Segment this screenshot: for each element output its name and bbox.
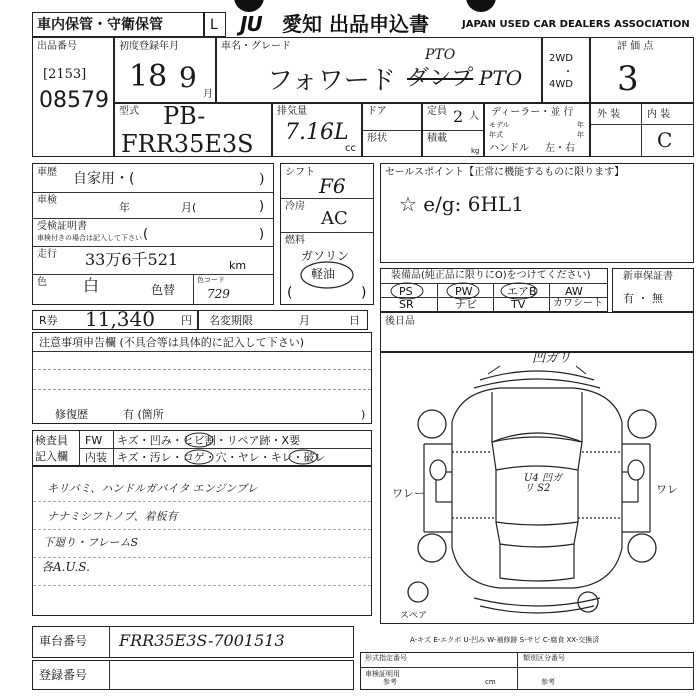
color-change-label: 色替 bbox=[151, 283, 176, 297]
r-ticket-section bbox=[32, 307, 198, 331]
car-name-cell bbox=[216, 37, 542, 103]
car-name-overwrite: PTO bbox=[425, 47, 456, 63]
diagram-front-note: 凹ガリ bbox=[532, 351, 572, 366]
certificate-label: 受検証明書 bbox=[37, 221, 87, 232]
model-spec-label-3: 車検証明用 bbox=[365, 670, 400, 678]
certificate-close: ) bbox=[259, 227, 265, 242]
name-change-day: 日 bbox=[349, 314, 360, 327]
form-title: 愛知 出品申込書 bbox=[282, 12, 429, 36]
equipment-circle-marks bbox=[381, 281, 607, 311]
remarks-section bbox=[32, 332, 372, 424]
inspector-row2: キズ・汚レ・コゲ・穴・ヤレ・キレ・破レ bbox=[117, 451, 326, 464]
car-name-label: 車名・グレード bbox=[221, 41, 291, 52]
sales-point-section bbox=[380, 163, 694, 263]
fuel-circle-mark bbox=[299, 260, 359, 290]
load-label: 積載 bbox=[427, 133, 447, 144]
displacement-label: 排気量 bbox=[277, 106, 307, 117]
history-label: 車歴 bbox=[37, 167, 57, 178]
door-cell bbox=[362, 103, 422, 157]
fuel-diesel: 軽油 bbox=[311, 267, 336, 281]
equipment-seat: カワシート bbox=[553, 298, 603, 309]
model-spec-section bbox=[360, 652, 694, 690]
inspector-row2-head: 内装 bbox=[85, 451, 107, 464]
equipment-navi: ナビ bbox=[455, 298, 477, 311]
registration-cell bbox=[114, 37, 216, 103]
aircon-value: AC bbox=[321, 208, 348, 229]
association-name: JAPAN USED CAR DEALERS ASSOCIATION bbox=[462, 19, 690, 30]
dealer-model-unit: 年 bbox=[577, 121, 584, 129]
model-label: 型式 bbox=[119, 106, 139, 117]
shift-label: シフト bbox=[285, 167, 315, 178]
r-ticket-unit: 円 bbox=[181, 314, 192, 327]
chassis-label: 車台番号 bbox=[39, 634, 88, 648]
registration-year: 18 bbox=[129, 59, 168, 94]
dealer-label: ディーラー・並 行 bbox=[491, 107, 574, 118]
capacity-value: 2 bbox=[453, 107, 464, 126]
inspection-month: 月( bbox=[181, 201, 197, 214]
capacity-label: 定員 bbox=[427, 106, 447, 117]
drive-4wd: 4WD bbox=[549, 79, 573, 90]
model-spec-label-1: 形式指定番号 bbox=[365, 654, 407, 662]
registration-month: 9 bbox=[179, 61, 197, 94]
punch-hole-dot bbox=[234, 0, 264, 12]
l-mark: L bbox=[210, 17, 218, 33]
inspection-close: ) bbox=[259, 199, 265, 214]
inspection-label: 車検 bbox=[37, 195, 57, 206]
chassis-value: FRR35E3S-7001513 bbox=[119, 631, 285, 650]
fuel-label: 燃料 bbox=[285, 235, 305, 246]
repair-history-label: 修復歴 bbox=[55, 408, 88, 421]
plate-section bbox=[32, 660, 354, 690]
car-name-struck: ダンプ bbox=[407, 66, 474, 91]
mileage-value: 33万6千521 bbox=[85, 250, 179, 269]
history-value: 自家用・( bbox=[73, 171, 135, 187]
name-change-label: 名変期限 bbox=[209, 314, 253, 327]
l-mark-box bbox=[204, 12, 226, 37]
dealer-year-unit: 年 bbox=[577, 131, 584, 139]
exterior-label: 外 装 bbox=[597, 109, 621, 120]
inspector-label-2: 記入欄 bbox=[35, 450, 68, 463]
rating-label: 評 価 点 bbox=[617, 41, 654, 52]
certificate-note: 車検付きの場合は記入して下さい bbox=[37, 234, 142, 242]
chassis-section bbox=[32, 626, 354, 658]
note-line-2: ナナミシフトノブ、着板有 bbox=[47, 510, 178, 523]
drive-2wd: 2WD bbox=[549, 53, 573, 64]
color-code-label: 色コード bbox=[197, 276, 225, 284]
model-spec-label-4: 参考 bbox=[383, 678, 397, 686]
equipment-aw: AW bbox=[565, 285, 583, 298]
sales-point-label: セールスポイント【正常に機能するものに限ります】 bbox=[385, 167, 625, 178]
car-name-value: フォワード bbox=[267, 66, 396, 96]
repair-history-value: 有 (箇所 bbox=[123, 408, 164, 421]
vehicle-details-section bbox=[32, 163, 274, 305]
drive-cell bbox=[542, 37, 590, 103]
exterior-interior-cell bbox=[590, 103, 694, 157]
equipment-ps: PS bbox=[399, 285, 413, 298]
r-ticket-value: 11,340 bbox=[85, 307, 155, 331]
capacity-cell bbox=[422, 103, 484, 157]
diagram-spare-label: スペア bbox=[400, 611, 428, 621]
inspector-row1: キズ・凹み・ヒビ割・リペア跡・X要 bbox=[117, 434, 301, 447]
registration-month-unit: 月 bbox=[203, 89, 213, 100]
inspector-row1-head: FW bbox=[85, 434, 103, 447]
handle-options: 左・右 bbox=[545, 143, 575, 154]
post-day-label: 後日品 bbox=[385, 316, 415, 327]
remarks-label: 注意事項申告欄 (不具合等は具体的に記入して下さい) bbox=[39, 336, 305, 349]
model-cell bbox=[114, 103, 272, 157]
dealer-cell bbox=[484, 103, 590, 157]
punch-hole-dot bbox=[466, 0, 496, 12]
equipment-sr: SR bbox=[399, 298, 414, 311]
mileage-unit: km bbox=[229, 259, 247, 272]
displacement-unit: cc bbox=[345, 143, 356, 154]
warranty-section bbox=[612, 268, 694, 312]
shift-fuel-section bbox=[280, 163, 374, 305]
note-line-3: 下廻り・フレームS bbox=[43, 536, 139, 549]
fuel-gasoline: ガソリン bbox=[301, 249, 350, 263]
r-ticket-label: R券 bbox=[39, 314, 58, 327]
inspection-year: 年 bbox=[119, 201, 130, 214]
model-spec-label-2: 類別区分番号 bbox=[523, 654, 565, 662]
aircon-label: 冷房 bbox=[285, 201, 305, 212]
rating-value: 3 bbox=[617, 59, 639, 99]
sales-point-value: ☆ e/g: 6HL1 bbox=[399, 192, 524, 216]
shift-value: F6 bbox=[319, 174, 346, 198]
notes-section bbox=[32, 466, 372, 616]
history-close: ) bbox=[259, 171, 265, 187]
lot-number-cell bbox=[32, 37, 114, 157]
model-code: FRR35E3S bbox=[121, 130, 254, 158]
interior-label: 内 装 bbox=[647, 109, 671, 120]
lot-number-label: 出品番号 bbox=[37, 41, 77, 52]
model-spec-label-5: 参考 bbox=[541, 678, 555, 686]
registration-label: 初度登録年月 bbox=[119, 41, 179, 52]
model-spec-unit: cm bbox=[485, 678, 496, 686]
diagram-center-note: U4 凹ガリ S2 bbox=[524, 473, 562, 494]
inspector-section bbox=[32, 430, 372, 466]
interior-value: C bbox=[657, 128, 673, 152]
door-label: ドア bbox=[367, 106, 387, 117]
equipment-label: 装備品(純正品に限りにO)をつけてください) bbox=[391, 270, 591, 281]
diagram-left-note: ワレー bbox=[392, 487, 425, 500]
equipment-section bbox=[380, 268, 608, 312]
warranty-options: 有 ・ 無 bbox=[623, 292, 663, 305]
inspector-circle-marks bbox=[33, 431, 373, 467]
name-change-section bbox=[198, 310, 368, 330]
dealer-year-label: 年式 bbox=[489, 131, 503, 139]
damage-legend: A-キズ E-エクボ U-凹み W-補修跡 S-サビ C-腐食 XX-交換済 bbox=[410, 636, 600, 644]
dealer-model-label: モデル bbox=[489, 121, 510, 129]
inspector-label-1: 検査員 bbox=[35, 434, 68, 447]
car-name-overwrite-2: PTO bbox=[479, 66, 523, 90]
displacement-value: 7.16L bbox=[285, 120, 349, 145]
color-value: 白 bbox=[83, 276, 100, 295]
warranty-label: 新車保証書 bbox=[623, 271, 673, 282]
repair-history-close: ) bbox=[361, 408, 366, 421]
plate-label: 登録番号 bbox=[39, 668, 88, 682]
note-line-4: 各A.U.S. bbox=[41, 560, 90, 574]
ju-logo: JU bbox=[240, 12, 262, 36]
rating-cell bbox=[590, 37, 694, 103]
fuel-open: ( bbox=[287, 285, 293, 301]
post-day-section bbox=[380, 312, 694, 352]
load-unit: kg bbox=[471, 147, 480, 155]
handle-label: ハンドル bbox=[489, 143, 529, 154]
equipment-pw: PW bbox=[455, 285, 473, 298]
lot-number: 08579 bbox=[39, 88, 109, 113]
color-code-value: 729 bbox=[207, 287, 230, 301]
storage-box bbox=[32, 12, 204, 37]
capacity-unit: 人 bbox=[469, 111, 479, 122]
fuel-close: ) bbox=[361, 285, 367, 301]
mileage-label: 走行 bbox=[37, 249, 57, 260]
drive-separator: ・ bbox=[563, 67, 573, 78]
note-line-1: キリバミ、ハンドルガバイタ エンジンブレ bbox=[47, 482, 258, 495]
certificate-open: ( bbox=[143, 227, 149, 242]
shape-label: 形状 bbox=[367, 133, 387, 144]
car-diagram bbox=[380, 352, 694, 624]
equipment-tv: TV bbox=[511, 298, 526, 311]
model-prefix: PB- bbox=[163, 102, 206, 130]
equipment-airbag: エアB bbox=[507, 285, 537, 298]
color-label: 色 bbox=[37, 277, 47, 288]
storage-label: 車内保管・守衛保管 bbox=[37, 17, 163, 33]
name-change-month: 月 bbox=[299, 314, 310, 327]
lot-sub-number: [2153] bbox=[43, 67, 87, 82]
diagram-right-note: ワレ bbox=[656, 483, 678, 496]
displacement-cell bbox=[272, 103, 362, 157]
